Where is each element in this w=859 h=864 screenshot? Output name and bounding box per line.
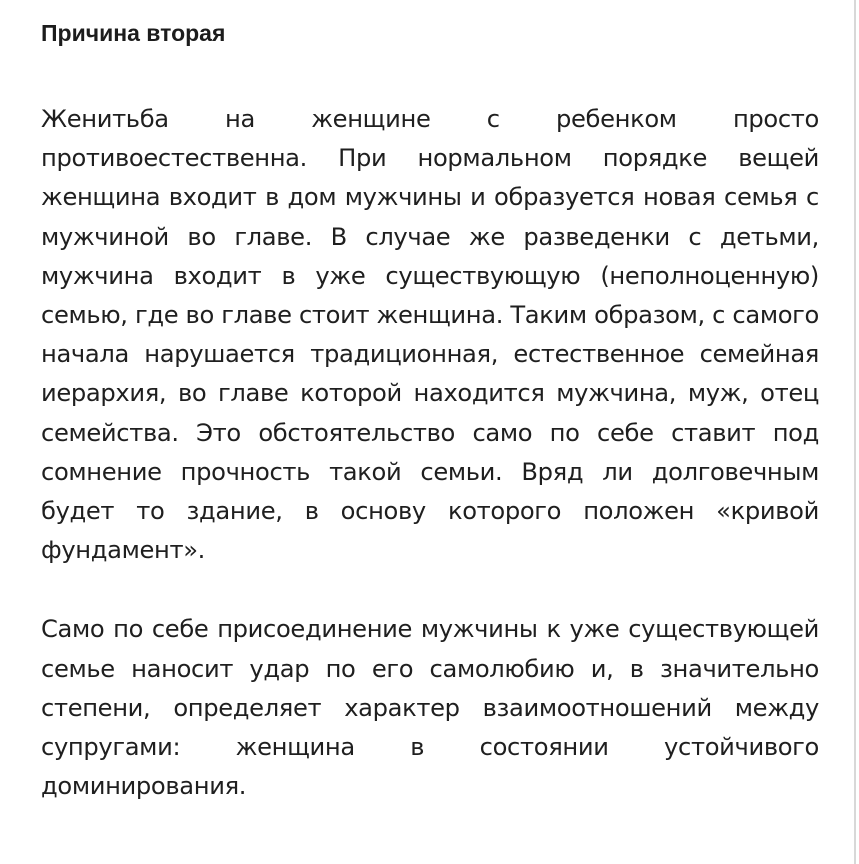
- paragraph-2: Само по себе присоединение мужчины к уже существующей семье наносит удар по его самолюбию и, в значительно степени, определяет характер взаимоотношений между супругами: женщина в состоянии устойчивого доминирования.: [41, 615, 819, 801]
- paragraph-1: Женитьба на женщине с ребенком просто противоестественна. При нормальном порядке вещей женщина входит в дом мужчины и образуется новая семья с мужчиной во главе. В случае же разведенки с детьми, мужчина входит в уже существующую (неполноценную) семью, где во главе стоит женщина. Таким образом, с самого начала нарушается традиционная, естественное семейная иерархия, во главе которой находится мужчина, муж, отец семейства. Это обстоятельство само по себе ставит под сомнение прочность такой семьи. Вряд ли долговечным будет то здание, в основу которого положен «кривой фундамент».: [41, 105, 819, 565]
- section-heading: Причина вторая: [41, 20, 226, 46]
- page-edge-divider: [854, 0, 856, 864]
